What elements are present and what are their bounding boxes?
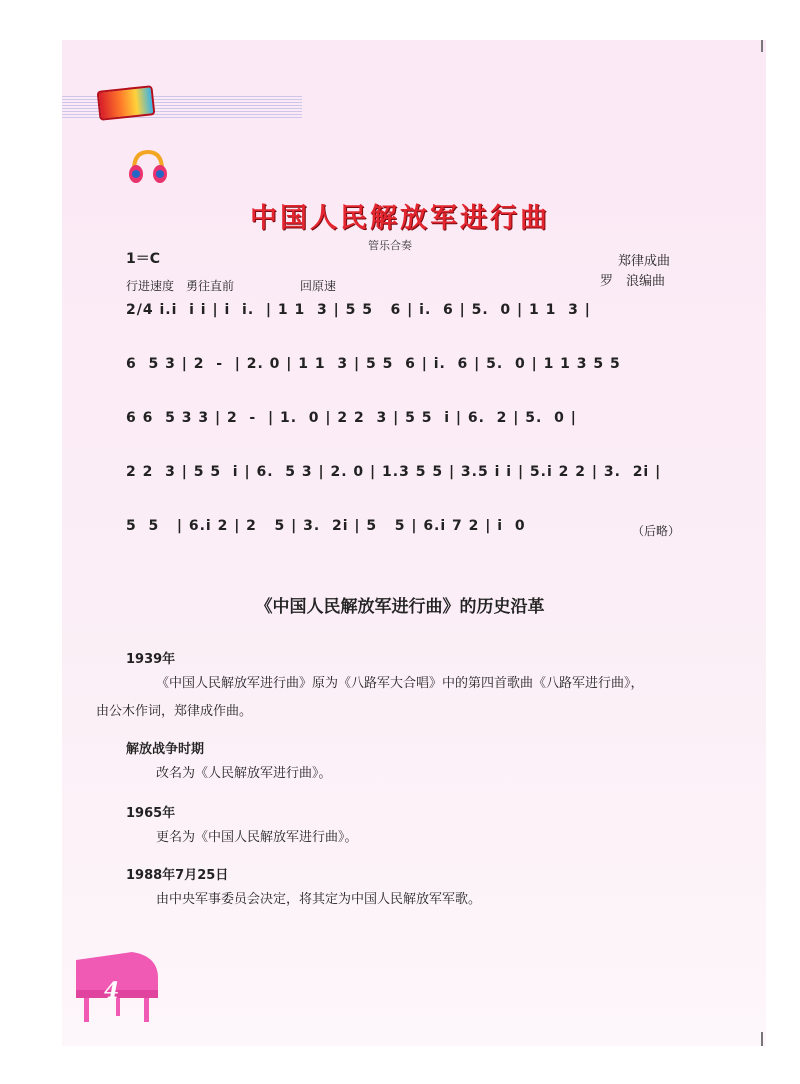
headphones-icon <box>126 148 170 188</box>
omitted-note: （后略） <box>632 524 681 538</box>
crop-mark-top <box>761 40 763 52</box>
key-signature: 1＝C <box>126 251 161 267</box>
score-title: 中国人民解放军进行曲 <box>250 203 550 234</box>
arranger-credit: 罗 浪编曲 <box>600 274 666 289</box>
history-heading: 《中国人民解放军进行曲》的历史沿革 <box>255 597 545 617</box>
tempo-return-marking: 回原速 <box>300 279 337 293</box>
era-label: 1988年7月25日 <box>126 868 229 883</box>
history-text: 更名为《中国人民解放军进行曲》。 <box>156 830 358 845</box>
history-text: 改名为《人民解放军进行曲》。 <box>156 766 332 781</box>
era-label: 1939年 <box>126 652 176 667</box>
era-label: 解放战争时期 <box>126 742 205 757</box>
score-subtitle: 管乐合奏 <box>368 239 412 252</box>
history-paragraph <box>96 670 686 726</box>
era-label: 1965年 <box>126 806 176 821</box>
music-badge-icon <box>97 85 156 121</box>
score-row-5: 5 5 | 6.i 2 | 2 5 | 3. 2i | 5 5 | 6.i 7 2 | i 0 <box>126 518 526 534</box>
tempo-marking: 行进速度 勇往直前 <box>126 279 235 293</box>
score-row-1: 2/4 i.i i i | i i. | 1 1 3 | 5 5 6 | i. 6 | 5. 0 | 1 1 3 | <box>126 302 591 318</box>
composer-credit: 郑律成曲 <box>618 254 671 269</box>
crop-mark-bottom <box>761 1032 763 1046</box>
history-text: 《中国人民解放军进行曲》原为《八路军大合唱》中的第四首歌曲《八路军进行曲》， <box>156 676 644 691</box>
score-row-2: 6 5 3 | 2 - | 2. 0 | 1 1 3 | 5 5 6 | i. 6 | 5. 0 | 1 1 3 5 5 <box>126 356 621 372</box>
history-text-continued: 由公木作词，郑律成作曲。 <box>96 704 253 719</box>
score-row-3: 6 6 5 3 3 | 2 - | 1. 0 | 2 2 3 | 5 5 i | 6. 2 | 5. 0 | <box>126 410 577 426</box>
page-number: 4 <box>104 978 120 1004</box>
history-text: 由中央军事委员会决定，将其定为中国人民解放军军歌。 <box>156 892 482 907</box>
score-row-4: 2 2 3 | 5 5 i | 6. 5 3 | 2. 0 | 1.3 5 5 | 3.5 i i | 5.i 2 2 | 3. 2i | <box>126 464 662 480</box>
